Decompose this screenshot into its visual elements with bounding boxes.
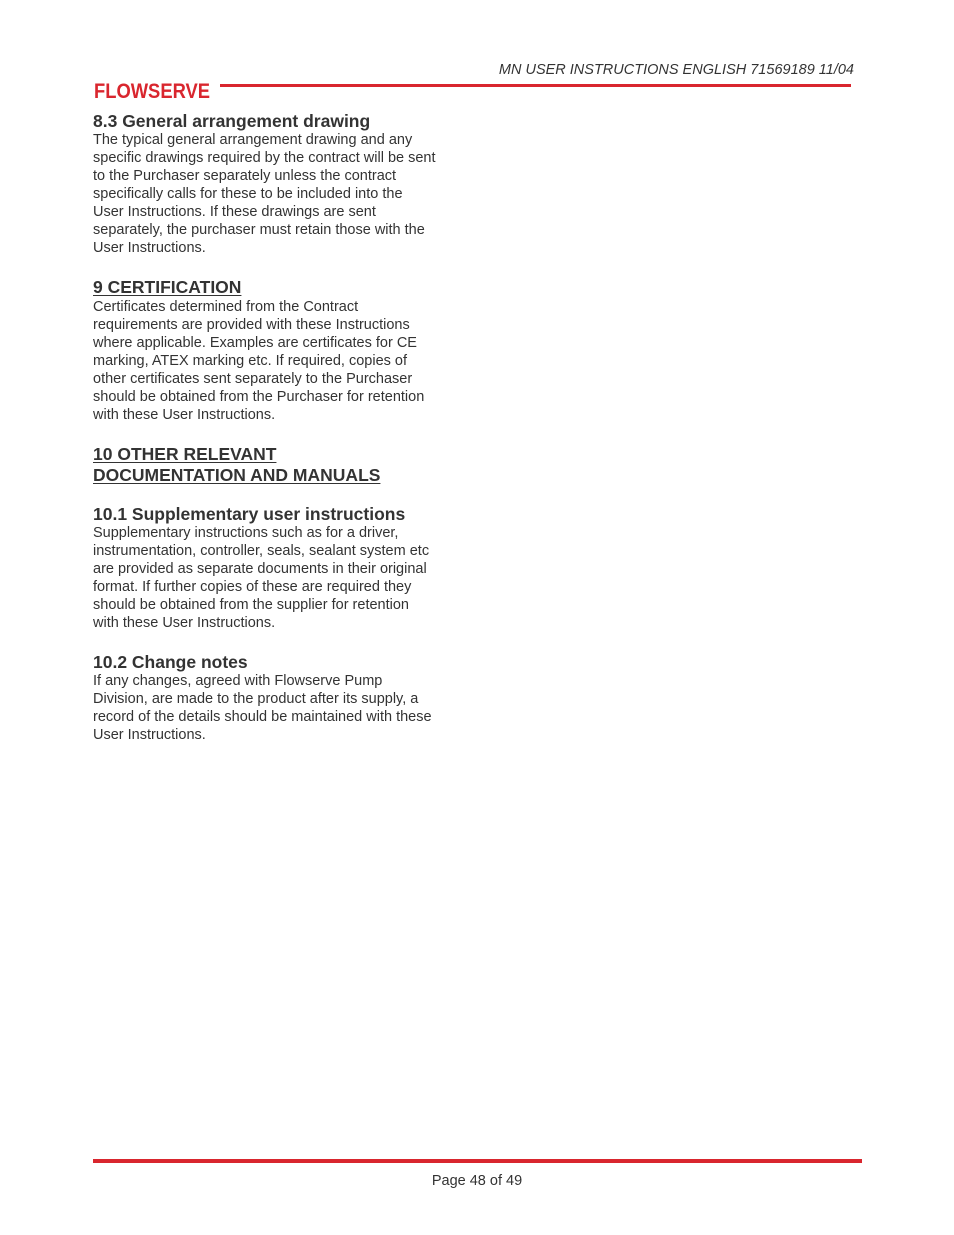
body-line: to the Purchaser separately unless the contract [93,168,397,184]
page-number: Page 48 of 49 [431,1173,523,1189]
body-line: User Instructions. [93,727,206,743]
document-reference: MN USER INSTRUCTIONS ENGLISH 71569189 11/04 [498,62,854,78]
body-line: Supplementary instructions such as for a driver, [93,525,399,541]
body-line: instrumentation, controller, seals, sealant system etc [93,543,430,559]
section-9-body [93,298,473,424]
body-line: Certificates determined from the Contract [93,299,359,315]
flowserve-logo [93,76,211,104]
body-line: record of the details should be maintained with these [93,709,432,725]
body-line: User Instructions. If these drawings are sent [93,204,376,220]
section-10-heading [93,444,473,486]
page-content [93,111,473,744]
body-line: specific drawings required by the contract will be sent [93,150,436,166]
section-8-3-heading: 8.3 General arrangement drawing [93,111,371,131]
body-line: format. If further copies of these are required they [93,579,412,595]
body-line: requirements are provided with these Instructions [93,317,410,333]
section-8-3-body [93,131,473,257]
body-line: If any changes, agreed with Flowserve Pump [93,673,383,689]
body-line: separately, the purchaser must retain those with the [93,222,425,238]
body-line: specifically calls for these to be included into the [93,186,403,202]
header-rule [220,84,851,87]
section-10-heading-line: DOCUMENTATION AND MANUALS [93,465,381,485]
section-10-1-heading: 10.1 Supplementary user instructions [93,504,406,524]
body-line: Division, are made to the product after its supply, a [93,691,419,707]
body-line: User Instructions. [93,240,206,256]
section-10-2-body [93,672,473,744]
body-line: with these User Instructions. [93,615,276,631]
footer-rule [93,1159,862,1163]
body-line: The typical general arrangement drawing and any [93,132,413,148]
logo-wordmark: FLOWSERVE [94,80,210,103]
body-line: marking, ATEX marking etc. If required, copies of [93,353,408,369]
body-line: are provided as separate documents in their original [93,561,427,577]
section-10-2-heading: 10.2 Change notes [93,652,248,672]
body-line: other certificates sent separately to the Purchaser [93,371,413,387]
section-9-heading: 9 CERTIFICATION [93,277,242,297]
body-line: should be obtained from the supplier for retention [93,597,409,613]
section-10-heading-line: 10 OTHER RELEVANT [93,444,277,464]
body-line: with these User Instructions. [93,407,276,423]
body-line: where applicable. Examples are certificates for CE [93,335,417,351]
body-line: should be obtained from the Purchaser for retention [93,389,425,405]
section-10-1-body [93,524,473,632]
